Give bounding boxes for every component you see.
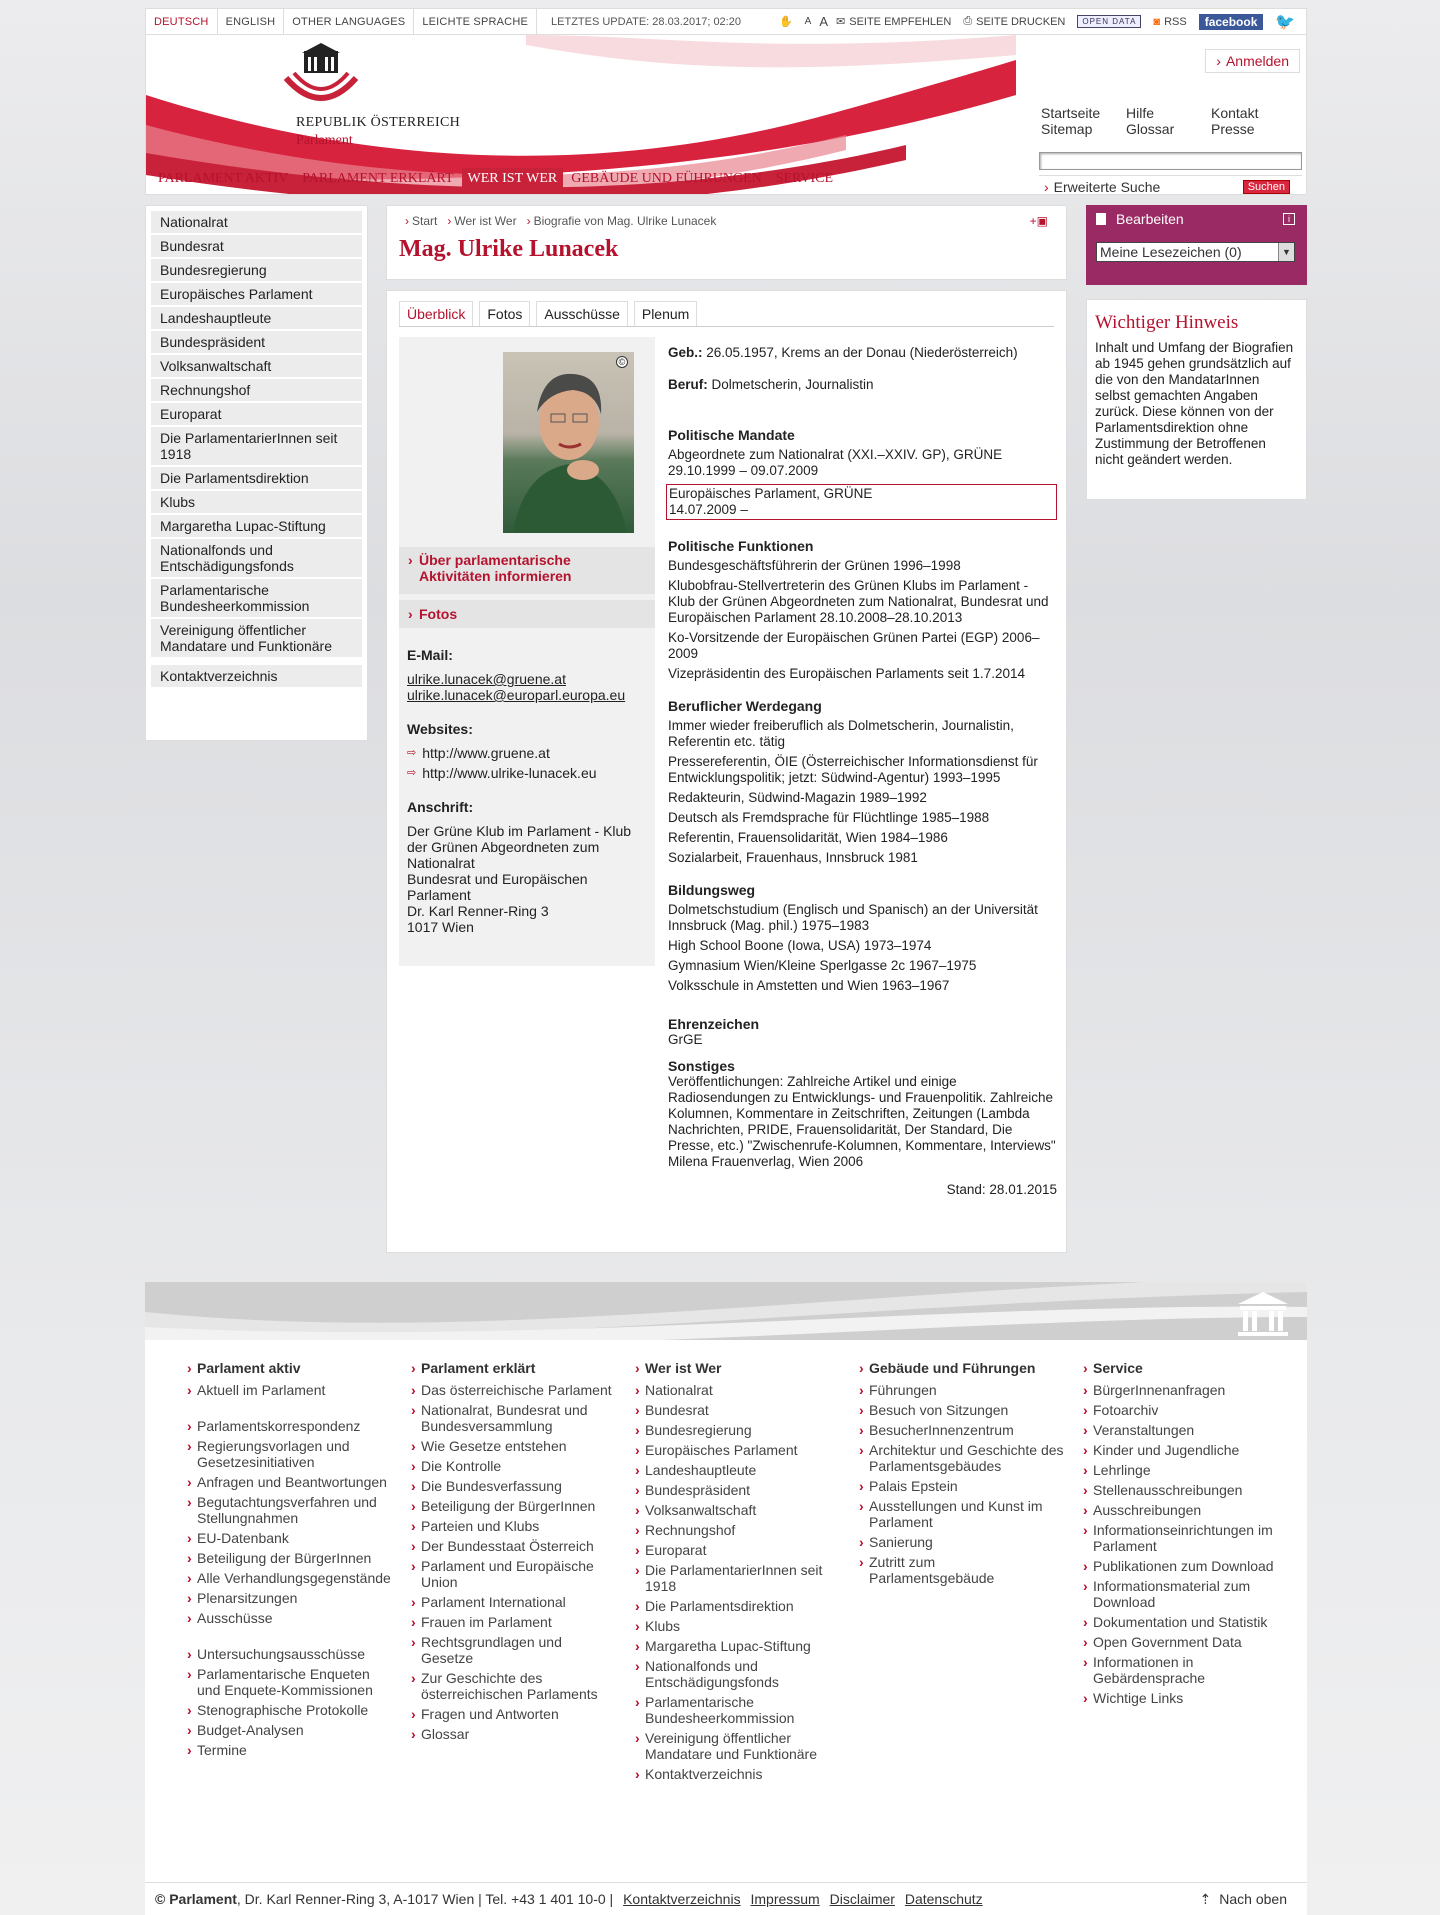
career-item: Deutsch als Fremdsprache für Flüchtlinge 1985–1988 (668, 810, 990, 825)
tab-photos[interactable]: Fotos (479, 301, 530, 326)
notice-text: Inhalt und Umfang der Biografien ab 1945 gehen grundsätzlich auf die von den MandatarInnen selbst gemachten Angaben zurück. Diese können von der Parlamentsdirektion ohne Zustimmung der Betroffenen nicht geändert werden. (1095, 340, 1294, 467)
footer-link[interactable]: › Wichtige Links (1083, 1690, 1288, 1706)
sidebar-item[interactable]: Volksanwaltschaft (151, 355, 362, 377)
footer-link[interactable]: › Europarat (635, 1542, 840, 1558)
career-item: Referentin, Frauensolidarität, Wien 1984–1986 (668, 830, 948, 845)
profile-panel (399, 337, 655, 966)
crumb-start[interactable]: › Start (405, 214, 437, 228)
notice-box (1086, 299, 1307, 500)
footer-link[interactable]: › Kinder und Jugendliche (1083, 1442, 1288, 1458)
edit-header (1086, 205, 1307, 233)
twitter-icon[interactable]: 🐦 (1275, 13, 1296, 31)
info-icon[interactable]: i (1283, 213, 1295, 225)
notice-title: Wichtiger Hinweis (1095, 312, 1239, 333)
footer-link[interactable]: › Ausschreibungen (1083, 1502, 1288, 1518)
footer-link[interactable]: › Dokumentation und Statistik (1083, 1614, 1288, 1630)
site-header (145, 35, 1307, 195)
footer-link[interactable]: › Bundespräsident (635, 1482, 840, 1498)
chevron-right-icon: › (1044, 179, 1049, 195)
sign-language-icon[interactable]: ✋ (778, 16, 793, 28)
footer-link[interactable]: › Bundesrat (635, 1402, 840, 1418)
parliament-label: Parlament (296, 133, 353, 148)
career-item: Sozialarbeit, Frauenhaus, Innsbruck 1981 (668, 850, 918, 865)
external-link-icon: ⇨ (407, 767, 417, 779)
career-item: Immer wieder freiberuflich als Dolmetscherin, Journalistin, Referentin etc. tätig (668, 718, 1014, 749)
footer-link[interactable]: › Landeshauptleute (635, 1462, 840, 1478)
footer-link[interactable]: › Nationalrat (635, 1382, 840, 1398)
help-link[interactable]: Hilfe (1126, 105, 1155, 121)
education-item: High School Boone (Iowa, USA) 1973–1974 (668, 938, 932, 953)
footer-link[interactable]: › Margaretha Lupac-Stiftung (635, 1638, 840, 1654)
footer-link[interactable]: › Lehrlinge (1083, 1462, 1288, 1478)
footer-link[interactable]: › Palais Epstein (859, 1478, 1064, 1494)
misc-text: Veröffentlichungen: Zahlreiche Artikel und einige Radiosendungen zu Entwicklungs- und Frauenpolitik. Zahlreiche Kolumnen, Kommentare in Zeitschriften, Zeitungen (Lambda Nachrichten, PRIDE, Frauensolidarität, Der Standard, Die Presse, etc.) "Zwischenrufe-Kolumnen, Kommentare, Interviews" Milena Frauenverlag, Wien 2006 (668, 1074, 1056, 1169)
footer-link[interactable]: › Nationalrat, Bundesrat und Bundesversammlung (411, 1402, 616, 1434)
external-link-icon: ⇨ (407, 747, 417, 759)
job-value: Dolmetscherin, Journalistin (707, 377, 874, 392)
as-of-date: Stand: 28.01.2015 (946, 1182, 1057, 1197)
search-row (1039, 175, 1302, 195)
open-data-link[interactable] (1071, 15, 1147, 28)
sidebar-item[interactable]: Nationalrat (151, 211, 362, 233)
parliament-emblem (276, 43, 366, 113)
footer-link[interactable]: › Die Kontrolle (411, 1458, 616, 1474)
footer-link[interactable]: › Ausschüsse (187, 1610, 392, 1626)
imprint-address: , Dr. Karl Renner-Ring 3, A-1017 Wien | Tel. +43 1 401 10-0 | (236, 1891, 614, 1907)
tab-committees[interactable]: Ausschüsse (536, 301, 627, 326)
footer-link[interactable]: › Zutritt zum Parlamentsgebäude (859, 1554, 1064, 1586)
lang-other[interactable]: OTHER LANGUAGES (284, 9, 414, 35)
chevron-down-icon: ▼ (1278, 243, 1294, 261)
imprint-org: © Parlament (155, 1891, 237, 1907)
mandate-item: Europäisches Parlament, GRÜNE (669, 486, 873, 501)
footer-link[interactable]: › Sanierung (859, 1534, 1064, 1550)
contact-link[interactable]: Kontakt (1211, 105, 1259, 121)
footer-link[interactable]: › Rechtsgrundlagen und Gesetze (411, 1634, 616, 1666)
footer-link[interactable]: › Stenographische Protokolle (187, 1702, 392, 1718)
footer-link[interactable]: › Parlamentarische Bundesheerkommission (635, 1694, 840, 1726)
portrait-illustration (503, 352, 634, 533)
footer-link[interactable]: › Parlament und Europäische Union (411, 1558, 616, 1590)
sidebar-item[interactable]: Die ParlamentarierInnen seit 1918 (151, 427, 362, 465)
sidebar-item[interactable]: Bundespräsident (151, 331, 362, 353)
rss-label: RSS (1164, 15, 1187, 28)
website-url: http://www.ulrike-lunacek.eu (422, 765, 597, 781)
header-links (1041, 105, 1296, 137)
back-to-top-link[interactable] (1200, 1891, 1287, 1908)
footer-link[interactable]: › Klubs (635, 1618, 840, 1634)
parliament-logo[interactable] (276, 43, 460, 148)
nav-service[interactable]: SERVICE (775, 171, 834, 186)
font-large-button[interactable]: A (819, 14, 829, 29)
footer-link[interactable]: › Beteiligung der BürgerInnen (187, 1550, 392, 1566)
print-icon: ⎙ (963, 15, 973, 27)
print-label: SEITE DRUCKEN (976, 15, 1066, 28)
edit-label: Bearbeiten (1116, 211, 1184, 227)
misc-heading: Sonstiges (668, 1058, 735, 1074)
lang-deutsch[interactable]: DEUTSCH (146, 9, 218, 35)
footer-link[interactable]: › Vereinigung öffentlicher Mandatare und Funktionäre (635, 1730, 840, 1762)
sitemap-link[interactable]: Sitemap (1041, 121, 1093, 137)
website-link[interactable] (407, 745, 651, 761)
footer-link[interactable]: › Parlamentarische Enqueten und Enquete-Kommissionen (187, 1666, 392, 1698)
footer-link[interactable]: › Bundesregierung (635, 1422, 840, 1438)
career-heading: Beruflicher Werdegang (668, 698, 822, 714)
footer-contact-link[interactable]: Kontaktverzeichnis (623, 1891, 741, 1907)
bio-content (386, 290, 1067, 1253)
biography (668, 337, 1057, 1198)
breadcrumb (405, 214, 716, 228)
footer-link[interactable]: › Das österreichische Parlament (411, 1382, 616, 1398)
sidebar-item[interactable]: Bundesregierung (151, 259, 362, 281)
login-button[interactable] (1205, 49, 1300, 73)
crumb-current: › Biografie von Mag. Ulrike Lunacek (527, 214, 717, 228)
website-link[interactable] (407, 765, 651, 781)
footer-col-title[interactable]: › Parlament aktiv (187, 1360, 392, 1376)
nav-wer-ist-wer[interactable]: WER IST WER (462, 168, 564, 190)
honors-value: GrGE (668, 1032, 703, 1047)
sidebar-item[interactable]: Klubs (151, 491, 362, 513)
footer-link[interactable]: › Architektur und Geschichte des Parlamentsgebäudes (859, 1442, 1064, 1474)
mandate-item: Abgeordnete zum Nationalrat (XXI.–XXIV. GP), GRÜNE (668, 447, 1003, 462)
tab-overview[interactable]: Überblick (399, 301, 473, 326)
email-heading: E-Mail: (407, 647, 453, 663)
sidebar-item[interactable]: Europäisches Parlament (151, 283, 362, 305)
title-box (386, 205, 1067, 280)
function-item: Klubobfrau-Stellvertreterin des Grünen Klubs im Parlament - Klub der Grünen Abgeordneten zum Nationalrat, Bundesrat und Europäischen Parlament 28.10.2008–28.10.2013 (668, 578, 1049, 625)
sidebar-item[interactable]: Vereinigung öffentlicher Mandatare und Funktionäre (151, 619, 362, 657)
sidebar-item[interactable]: Bundesrat (151, 235, 362, 257)
education-item: Volksschule in Amstetten und Wien 1963–1967 (668, 978, 950, 993)
nav-parlament-erklaert[interactable]: PARLAMENT ERKLÄRT (302, 171, 454, 186)
footer-link[interactable]: › Informationen in Gebärdensprache (1083, 1654, 1288, 1686)
footer-link[interactable]: › Fragen und Antworten (411, 1706, 616, 1722)
footer-link[interactable]: › Anfragen und Beantwortungen (187, 1474, 392, 1490)
footer-link[interactable]: › Plenarsitzungen (187, 1590, 392, 1606)
chevron-right-icon: › (408, 552, 413, 568)
footer-col-gebaeude (859, 1360, 1064, 1590)
sidebar-item[interactable]: Nationalfonds und Entschädigungsfonds (151, 539, 362, 577)
sidebar-item[interactable]: Die Parlamentsdirektion (151, 467, 362, 489)
advanced-search-link[interactable]: Erweiterte Suche (1053, 179, 1161, 195)
crumb-wer-ist-wer[interactable]: › Wer ist Wer (447, 214, 516, 228)
bookmarks-value: Meine Lesezeichen (0) (1100, 244, 1242, 260)
footer-link[interactable]: › BesucherInnenzentrum (859, 1422, 1064, 1438)
lang-easy[interactable]: LEICHTE SPRACHE (414, 9, 537, 35)
sidebar-item[interactable]: Landeshauptleute (151, 307, 362, 329)
press-link[interactable]: Presse (1211, 121, 1255, 137)
utility-bar (145, 8, 1307, 35)
footer-col-title[interactable]: › Gebäude und Führungen (859, 1360, 1064, 1376)
login-label: Anmelden (1225, 53, 1289, 69)
last-update: LETZTES UPDATE: 28.03.2017; 02:20 (551, 15, 741, 28)
footer-imprint-link[interactable]: Impressum (750, 1891, 820, 1907)
footer-link[interactable]: › Beteiligung der BürgerInnen (411, 1498, 616, 1514)
footer-link[interactable]: › Parlament International (411, 1594, 616, 1610)
footer-banner (145, 1282, 1307, 1340)
address-heading: Anschrift: (407, 799, 474, 815)
portrait-photo[interactable] (503, 352, 634, 533)
back-to-top-label: Nach oben (1219, 1891, 1287, 1907)
functions-heading: Politische Funktionen (668, 538, 814, 554)
footer-link[interactable]: › Veranstaltungen (1083, 1422, 1288, 1438)
footer-link[interactable]: › Zur Geschichte des österreichischen Parlaments (411, 1670, 616, 1702)
chevron-right-icon: › (1216, 53, 1221, 69)
footer-link[interactable]: › Open Government Data (1083, 1634, 1288, 1650)
current-mandate (666, 484, 1057, 520)
footer-link[interactable]: › Die ParlamentarierInnen seit 1918 (635, 1562, 840, 1594)
home-link[interactable]: Startseite (1041, 105, 1101, 121)
address-line: Der Grüne Klub im Parlament - Klub der Grünen Abgeordneten zum Nationalrat (407, 823, 632, 871)
tab-plenum[interactable]: Plenum (634, 301, 697, 326)
footer-col-aktiv (187, 1360, 392, 1762)
websites-heading: Websites: (407, 721, 473, 737)
footer-link[interactable]: › Der Bundesstaat Österreich (411, 1538, 616, 1554)
bookmark-box (1086, 205, 1307, 285)
footer-link[interactable]: › Wie Gesetze entstehen (411, 1438, 616, 1454)
job-info (668, 377, 1057, 393)
footer-link[interactable]: › Aktuell im Parlament (187, 1382, 392, 1398)
sidebar-item[interactable]: Europarat (151, 403, 362, 425)
email-link[interactable]: ulrike.lunacek@europarl.europa.eu (407, 687, 626, 703)
footer-link[interactable]: › Regierungsvorlagen und Gesetzesinitiativen (187, 1438, 392, 1470)
footer-link[interactable]: › Begutachtungsverfahren und Stellungnahmen (187, 1494, 392, 1526)
address-line: 1017 Wien (407, 919, 474, 935)
footer-col-title[interactable]: › Wer ist Wer (635, 1360, 840, 1376)
footer-privacy-link[interactable]: Datenschutz (904, 1891, 983, 1907)
footer-swoosh (145, 1282, 1307, 1340)
footer-col-title[interactable]: › Parlament erklärt (411, 1360, 616, 1376)
mandates-heading: Politische Mandate (668, 427, 795, 443)
footer-link[interactable]: › Führungen (859, 1382, 1064, 1398)
birth-value: 26.05.1957, Krems an der Donau (Niederösterreich) (702, 345, 1018, 360)
footer-link[interactable]: › EU-Datenbank (187, 1530, 392, 1546)
footer-link[interactable]: › Parlamentskorrespondenz (187, 1402, 392, 1434)
footer-link[interactable]: › Termine (187, 1742, 392, 1758)
footer-link[interactable]: › Fotoarchiv (1083, 1402, 1288, 1418)
footer-link[interactable]: › Volksanwaltschaft (635, 1502, 840, 1518)
footer-col-title[interactable]: › Service (1083, 1360, 1288, 1376)
birth-info (668, 345, 1057, 361)
tab-bar (399, 301, 1054, 327)
footer-link[interactable]: › BürgerInnenanfragen (1083, 1382, 1288, 1398)
sidebar-item[interactable]: Margaretha Lupac-Stiftung (151, 515, 362, 537)
chevron-right-icon: › (408, 606, 413, 622)
font-small-button[interactable]: A (804, 16, 812, 27)
address-line: Dr. Karl Renner-Ring 3 (407, 903, 549, 919)
career-item: Redakteurin, Südwind-Magazin 1989–1992 (668, 790, 927, 805)
education-item: Gymnasium Wien/Kleine Sperlgasse 2c 1967–1975 (668, 958, 977, 973)
footer-link[interactable]: › Die Parlamentsdirektion (635, 1598, 840, 1614)
website-url: http://www.gruene.at (422, 745, 550, 761)
birth-label: Geb.: (668, 345, 703, 360)
footer-link[interactable]: › Budget-Analysen (187, 1722, 392, 1738)
activities-link[interactable] (399, 547, 655, 594)
footer-link[interactable]: › Informationsmaterial zum Download (1083, 1578, 1288, 1610)
footer-link[interactable]: › Informationseinrichtungen im Parlament (1083, 1522, 1288, 1554)
footer-col-service (1083, 1360, 1288, 1710)
nav-gebaeude[interactable]: GEBÄUDE UND FÜHRUNGEN (571, 171, 762, 186)
search-button[interactable]: Suchen (1243, 180, 1290, 194)
search-input[interactable] (1039, 152, 1302, 170)
footer-link[interactable]: › Europäisches Parlament (635, 1442, 840, 1458)
honors-heading: Ehrenzeichen (668, 1016, 760, 1032)
contact-info (407, 637, 651, 935)
rss-link[interactable] (1147, 16, 1192, 28)
footer-link[interactable]: › Ausstellungen und Kunst im Parlament (859, 1498, 1064, 1530)
mandate-dates: 29.10.1999 – 09.07.2009 (668, 463, 819, 478)
lang-english[interactable]: ENGLISH (218, 9, 285, 35)
arrow-up-icon: ⇡ (1199, 1891, 1212, 1907)
footer-col-erklaert (411, 1360, 616, 1746)
function-item: Vizepräsidentin des Europäischen Parlaments seit 1.7.2014 (668, 666, 1025, 681)
recommend-label: SEITE EMPFEHLEN (849, 15, 952, 28)
section-sidebar (145, 205, 368, 741)
footer-link[interactable]: › Parteien und Klubs (411, 1518, 616, 1534)
footer-link[interactable]: › Publikationen zum Download (1083, 1558, 1288, 1574)
address-line: Bundesrat und Europäischen Parlament (407, 871, 588, 903)
activities-label: Über parlamentarische Aktivitäten informieren (419, 552, 572, 584)
sidebar-item[interactable]: Parlamentarische Bundesheerkommission (151, 579, 362, 617)
main-navigation (152, 168, 839, 190)
footer-link[interactable]: › Glossar (411, 1726, 616, 1742)
footer-link[interactable]: › Nationalfonds und Entschädigungsfonds (635, 1658, 840, 1690)
job-label: Beruf: (668, 377, 708, 392)
facebook-logo: facebook (1199, 14, 1264, 30)
footer-link[interactable]: › Besuch von Sitzungen (859, 1402, 1064, 1418)
print-link[interactable] (957, 15, 1071, 28)
nav-parlament-aktiv[interactable]: PARLAMENT AKTIV (158, 171, 289, 186)
sidebar-item[interactable]: Kontaktverzeichnis (151, 665, 362, 687)
photos-link[interactable] (399, 600, 655, 628)
footer-link[interactable]: › Kontaktverzeichnis (635, 1766, 840, 1782)
mandate-dates: 14.07.2009 – (669, 502, 748, 517)
footer-disclaimer-link[interactable]: Disclaimer (829, 1891, 895, 1907)
sidebar-item[interactable]: Rechnungshof (151, 379, 362, 401)
footer-sitemap (145, 1340, 1307, 1892)
recommend-link[interactable] (830, 15, 957, 28)
add-bookmark-icon[interactable]: +▣ (1029, 214, 1048, 228)
footer-link[interactable]: › Untersuchungsausschüsse (187, 1630, 392, 1662)
copyright-icon[interactable]: © (616, 356, 628, 368)
footer-link[interactable]: › Stellenausschreibungen (1083, 1482, 1288, 1498)
education-heading: Bildungsweg (668, 882, 756, 898)
footer-link[interactable]: › Alle Verhandlungsgegenstände (187, 1570, 392, 1586)
facebook-link[interactable] (1193, 14, 1270, 30)
open-data-badge: OPEN DATA (1077, 15, 1141, 28)
page-title: Mag. Ulrike Lunacek (399, 236, 619, 262)
republic-label: REPUBLIK ÖSTERREICH (296, 115, 460, 130)
rss-icon: ◙ (1153, 15, 1161, 28)
footer-link[interactable]: › Die Bundesverfassung (411, 1478, 616, 1494)
footer-link[interactable]: › Frauen im Parlament (411, 1614, 616, 1630)
career-item: Pressereferentin, ÖIE (Österreichischer Informationsdienst für Entwicklungspolitik; jetzt: Südwind-Agentur) 1993–1995 (668, 754, 1038, 785)
footer-bar (145, 1882, 1307, 1915)
bookmarks-select[interactable] (1096, 242, 1295, 262)
footer-col-wer (635, 1360, 840, 1786)
mail-icon: ✉ (836, 16, 846, 28)
photos-label: Fotos (419, 606, 458, 622)
footer-link[interactable]: › Rechnungshof (635, 1522, 840, 1538)
function-item: Bundesgeschäftsführerin der Grünen 1996–1998 (668, 558, 961, 573)
email-link[interactable]: ulrike.lunacek@gruene.at (407, 671, 566, 687)
glossary-link[interactable]: Glossar (1126, 121, 1175, 137)
education-item: Dolmetschstudium (Englisch und Spanisch) an der Universität Innsbruck (Mag. phil.) 1975–1983 (668, 902, 1038, 933)
function-item: Ko-Vorsitzende der Europäischen Grünen Partei (EGP) 2006–2009 (668, 630, 1040, 661)
